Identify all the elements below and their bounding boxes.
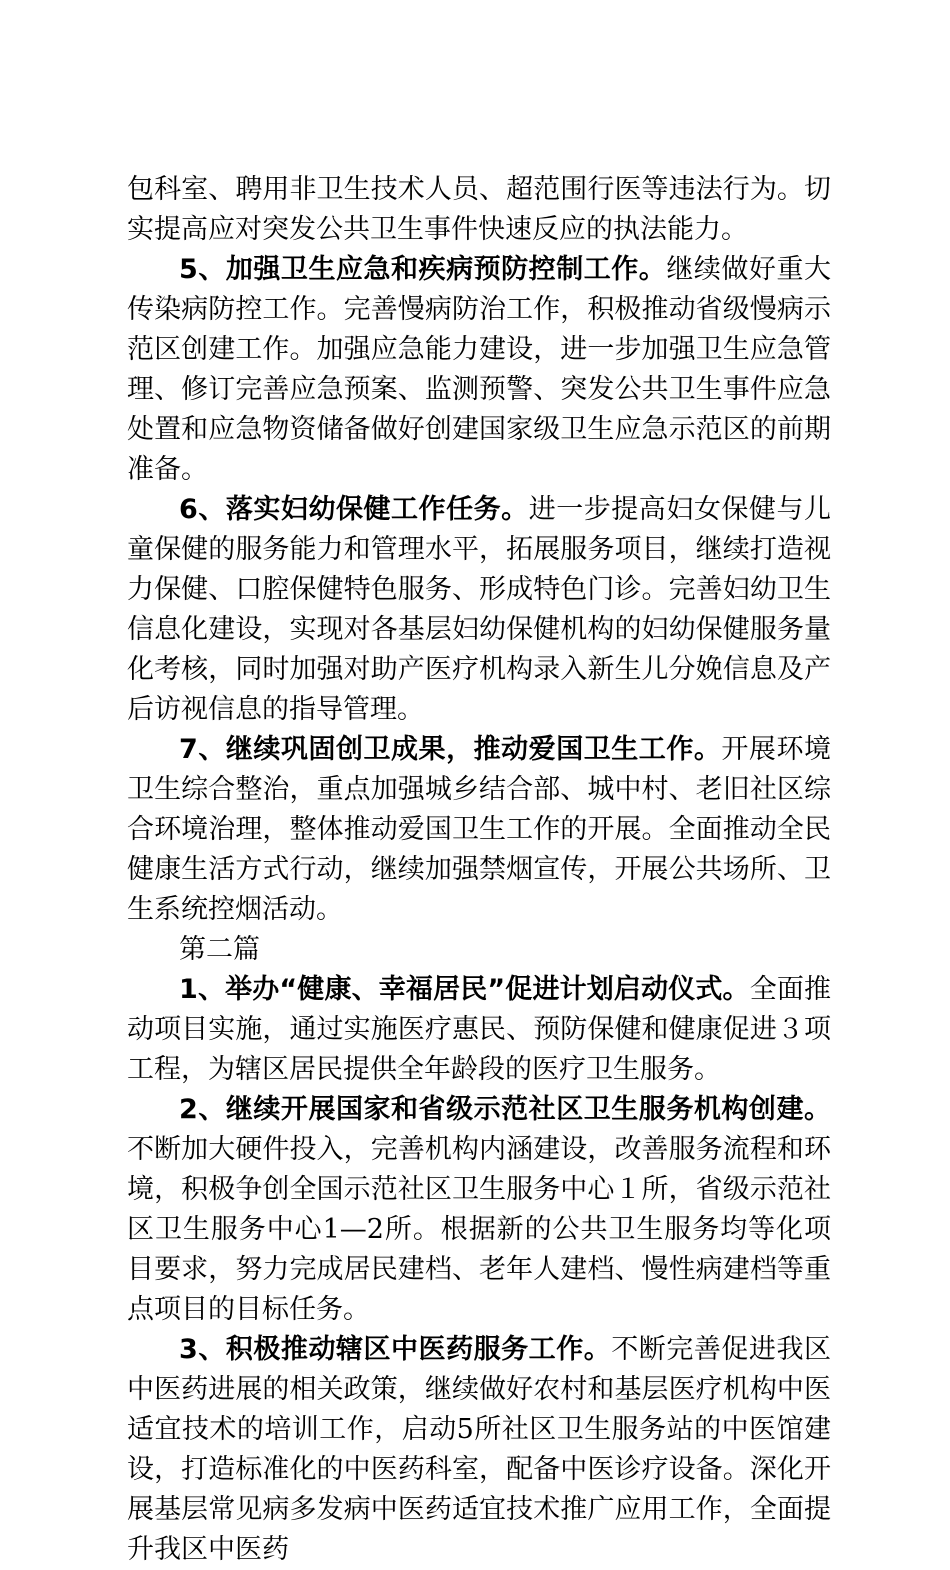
item-7-title: 7、继续巩固创卫成果，推动爱国卫生工作。 bbox=[179, 734, 722, 765]
document-page bbox=[127, 170, 831, 1570]
s2-item-3-title: 3、积极推动辖区中医药服务工作。 bbox=[179, 1334, 612, 1365]
item-5-title: 5、加强卫生应急和疾病预防控制工作。 bbox=[179, 254, 667, 285]
paragraph-intro-text: 包科室、聘用非卫生技术人员、超范围行医等违法行为。切实提高应对突发公共卫生事件快速反应的执法能力。 bbox=[127, 174, 831, 245]
item-6-body: 进一步提高妇女保健与儿童保健的服务能力和管理水平，拓展服务项目，继续打造视力保健、口腔保健特色服务、形成特色门诊。完善妇幼卫生信息化建设，实现对各基层妇幼保健机构的妇幼保健服务量化考核，同时加强对助产医疗机构录入新生儿分娩信息及产后访视信息的指导管理。 bbox=[127, 494, 831, 725]
paragraph-item-7 bbox=[127, 730, 831, 930]
s2-item-2-title: 2、继续开展国家和省级示范社区卫生服务机构创建。 bbox=[179, 1094, 831, 1125]
paragraph-s2-item-2 bbox=[127, 1090, 831, 1330]
item-5-body: 继续做好重大传染病防控工作。完善慢病防治工作，积极推动省级慢病示范区创建工作。加强应急能力建设，进一步加强卫生应急管理、修订完善应急预案、监测预警、突发公共卫生事件应急处置和应急物资储备做好创建国家级卫生应急示范区的前期准备。 bbox=[127, 254, 831, 485]
s2-item-1-title: 1、举办“健康、幸福居民”促进计划启动仪式。 bbox=[179, 974, 750, 1005]
paragraph-item-5 bbox=[127, 250, 831, 490]
paragraph-item-6 bbox=[127, 490, 831, 730]
paragraph-s2-item-1 bbox=[127, 970, 831, 1090]
paragraph-s2-item-3 bbox=[127, 1330, 831, 1570]
section-2-heading: 第二篇 bbox=[179, 934, 260, 965]
s2-item-1-body: 全面推动项目实施，通过实施医疗惠民、预防保健和健康促进３项工程，为辖区居民提供全年龄段的医疗卫生服务。 bbox=[127, 974, 831, 1085]
s2-item-3-body: 不断完善促进我区中医药进展的相关政策，继续做好农村和基层医疗机构中医适宜技术的培训工作，启动5所社区卫生服务站的中医馆建设，打造标准化的中医药科室，配备中医诊疗设备。深化开展基层常见病多发病中医药适宜技术推广应用工作，全面提升我区中医药 bbox=[127, 1334, 831, 1565]
s2-item-2-body: 不断加大硬件投入，完善机构内涵建设，改善服务流程和环境，积极争创全国示范社区卫生服务中心１所，省级示范社区卫生服务中心1—2所。根据新的公共卫生服务均等化项目要求，努力完成居民建档、老年人建档、慢性病建档等重点项目的目标任务。 bbox=[127, 1134, 831, 1325]
item-6-title: 6、落实妇幼保健工作任务。 bbox=[179, 494, 529, 525]
paragraph-intro bbox=[127, 170, 831, 250]
item-7-body: 开展环境卫生综合整治，重点加强城乡结合部、城中村、老旧社区综合环境治理，整体推动爱国卫生工作的开展。全面推动全民健康生活方式行动，继续加强禁烟宣传，开展公共场所、卫生系统控烟活动。 bbox=[127, 734, 831, 925]
